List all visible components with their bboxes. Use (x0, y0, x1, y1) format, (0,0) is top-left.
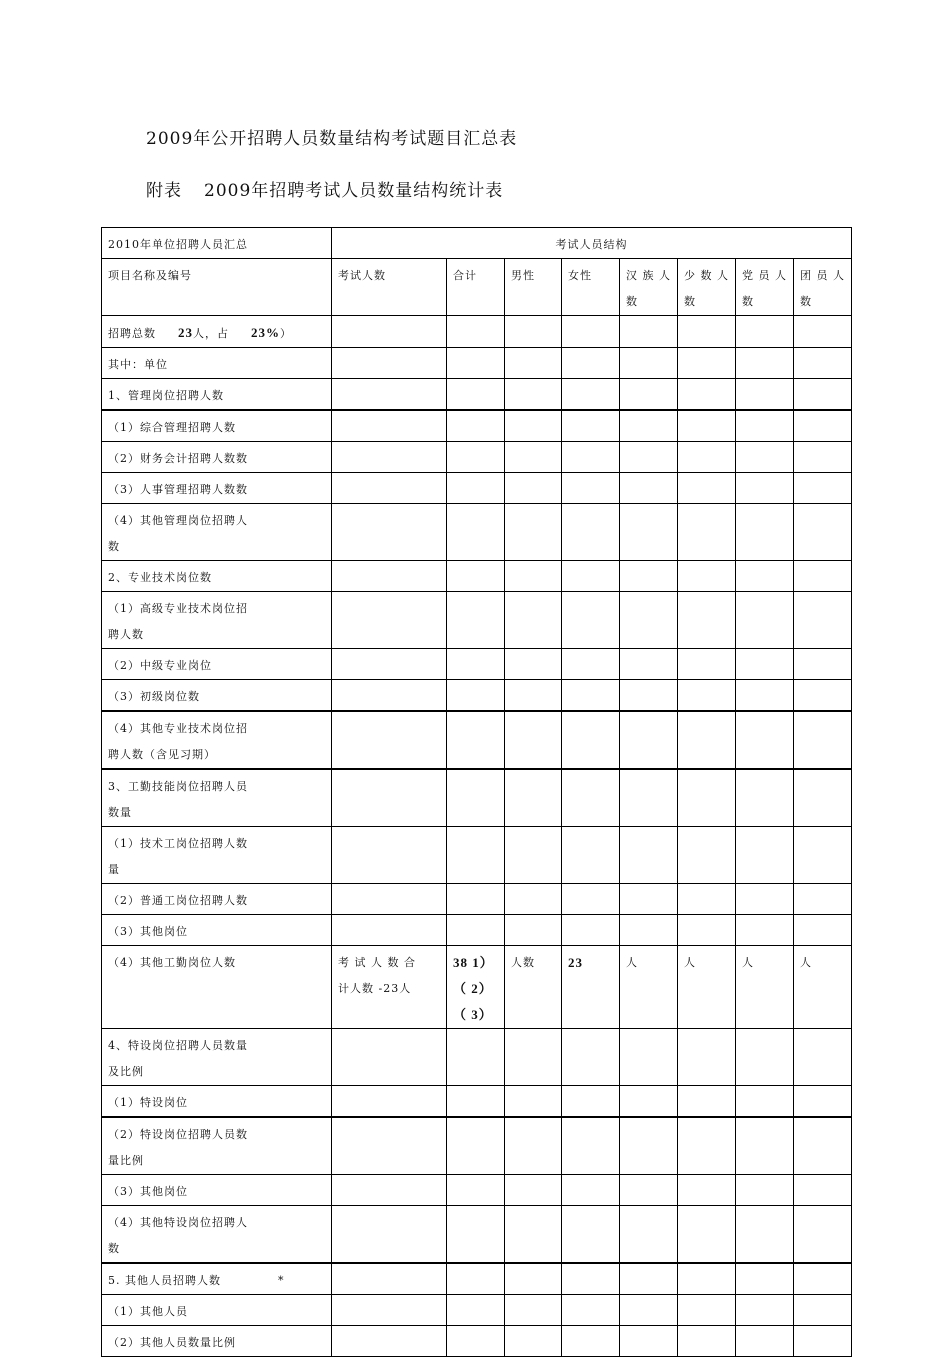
table-cell (562, 379, 620, 411)
table-cell (562, 504, 620, 561)
table-cell (447, 592, 505, 649)
table-cell (794, 649, 852, 680)
table-cell (794, 1175, 852, 1206)
table-cell (447, 769, 505, 827)
table-cell (505, 379, 562, 411)
table-row (102, 504, 852, 561)
table-cell (620, 1206, 678, 1264)
table-cell (332, 379, 447, 411)
column-header: 党 员 人数 (736, 259, 794, 316)
table-cell (794, 915, 852, 946)
table-cell (678, 1029, 736, 1086)
table-cell (736, 379, 794, 411)
table-cell (332, 827, 447, 884)
table-row (102, 1206, 852, 1264)
table-cell (794, 1117, 852, 1175)
table-cell (736, 1117, 794, 1175)
table-row (102, 769, 852, 827)
table-cell (505, 504, 562, 561)
table-cell (794, 1295, 852, 1326)
table-cell (678, 915, 736, 946)
table-cell (562, 1295, 620, 1326)
table-cell (620, 915, 678, 946)
table-row (102, 592, 852, 649)
table-cell (794, 1206, 852, 1264)
table-cell (332, 1086, 447, 1118)
table-cell (794, 504, 852, 561)
table-cell: 人数 (505, 946, 562, 1029)
table-cell (794, 592, 852, 649)
table-cell (447, 649, 505, 680)
table-cell (678, 827, 736, 884)
row-label: （3）其他岗位 (102, 915, 332, 946)
table-cell (505, 1086, 562, 1118)
table-cell (447, 1263, 505, 1295)
table-cell (678, 316, 736, 348)
table-cell (505, 316, 562, 348)
table-cell (678, 379, 736, 411)
table-cell (562, 1326, 620, 1357)
row-label: （4）其他管理岗位招聘人 数 (102, 504, 332, 561)
table-cell (736, 1086, 794, 1118)
row-label: 3、工勤技能岗位招聘人员 数量 (102, 769, 332, 827)
table-cell (332, 348, 447, 379)
table-cell (736, 442, 794, 473)
table-cell (332, 473, 447, 504)
table-row (102, 649, 852, 680)
table-cell (678, 1295, 736, 1326)
table-cell (736, 348, 794, 379)
table-cell (794, 680, 852, 712)
column-header: 合计 (447, 259, 505, 316)
table-cell (678, 1206, 736, 1264)
table-cell (678, 410, 736, 442)
table-cell (736, 1326, 794, 1357)
table-row (102, 348, 852, 379)
row-label: 2、专业技术岗位数 (102, 561, 332, 592)
table-cell (447, 915, 505, 946)
row-label: （3）初级岗位数 (102, 680, 332, 712)
row-label: （3）人事管理招聘人数数 (102, 473, 332, 504)
document-title: 2009年公开招聘人员数量结构考试题目汇总表 (146, 129, 518, 149)
table-cell (620, 316, 678, 348)
caption-prefix: 附表 (146, 181, 182, 201)
table-cell (736, 884, 794, 915)
table-cell (620, 680, 678, 712)
table-cell (447, 473, 505, 504)
header-unit-summary: 2010年单位招聘人员汇总 (102, 228, 332, 259)
table-cell: 人 (794, 946, 852, 1029)
row-label: （1）特设岗位 (102, 1086, 332, 1118)
table-cell (332, 1263, 447, 1295)
column-header: 女性 (562, 259, 620, 316)
table-cell (505, 1175, 562, 1206)
table-cell (736, 827, 794, 884)
column-header: 汉 族 人数 (620, 259, 678, 316)
table-cell (562, 1263, 620, 1295)
table-cell (332, 442, 447, 473)
table-cell (562, 1029, 620, 1086)
table-cell (505, 561, 562, 592)
table-cell: 38 1） （ 2） （ 3） (447, 946, 505, 1029)
table-caption (146, 176, 503, 201)
table-cell (620, 649, 678, 680)
table-cell (794, 348, 852, 379)
table-cell (678, 711, 736, 769)
row-label: （4）其他工勤岗位人数 (102, 946, 332, 1029)
table-cell (678, 473, 736, 504)
table-cell (505, 1029, 562, 1086)
table-cell (620, 592, 678, 649)
table-cell (332, 884, 447, 915)
table-cell (332, 649, 447, 680)
table-row (102, 410, 852, 442)
row-label: （2）中级专业岗位 (102, 649, 332, 680)
table-cell (620, 348, 678, 379)
table-cell (794, 1263, 852, 1295)
row-label: （1）高级专业技术岗位招 聘人数 (102, 592, 332, 649)
row-label: 1、管理岗位招聘人数 (102, 379, 332, 411)
table-row (102, 561, 852, 592)
table-row (102, 1029, 852, 1086)
table-cell (505, 1295, 562, 1326)
table-cell (332, 1117, 447, 1175)
table-cell (620, 884, 678, 915)
table-cell (678, 504, 736, 561)
table-cell (505, 473, 562, 504)
table-row (102, 884, 852, 915)
table-cell (794, 1029, 852, 1086)
table-cell (332, 711, 447, 769)
table-cell (678, 680, 736, 712)
row-label: （2）财务会计招聘人数数 (102, 442, 332, 473)
table-cell (562, 1175, 620, 1206)
table-cell (678, 649, 736, 680)
table-cell (620, 711, 678, 769)
table-cell (678, 561, 736, 592)
table-cell (505, 1117, 562, 1175)
table-cell (447, 316, 505, 348)
table-cell (447, 1295, 505, 1326)
table-cell (505, 348, 562, 379)
table-cell (736, 915, 794, 946)
table-cell (794, 442, 852, 473)
table-cell (794, 711, 852, 769)
table-cell (794, 884, 852, 915)
table-cell (447, 1029, 505, 1086)
table-cell (736, 649, 794, 680)
table-cell (794, 410, 852, 442)
table-cell (562, 316, 620, 348)
table-cell (505, 1206, 562, 1264)
row-label: 其中：单位 (102, 348, 332, 379)
table-cell (794, 827, 852, 884)
table-cell (562, 1206, 620, 1264)
table-cell (736, 1295, 794, 1326)
table-cell (505, 827, 562, 884)
table-cell (447, 711, 505, 769)
table-cell (562, 348, 620, 379)
table-cell (736, 410, 794, 442)
row-label: （1）技术工岗位招聘人数 量 (102, 827, 332, 884)
table-cell (620, 473, 678, 504)
table-cell (447, 1086, 505, 1118)
table-cell (505, 769, 562, 827)
table-cell (505, 442, 562, 473)
table-cell (620, 1029, 678, 1086)
table-cell (505, 592, 562, 649)
table-cell (736, 711, 794, 769)
table-cell (794, 316, 852, 348)
table-cell (332, 504, 447, 561)
table-cell (678, 769, 736, 827)
table-cell (620, 410, 678, 442)
table-row (102, 946, 852, 1029)
table-cell (332, 769, 447, 827)
table-cell (447, 680, 505, 712)
header-exam-structure: 考试人员结构 (332, 228, 852, 259)
table-cell (505, 1263, 562, 1295)
row-label: 5. 其他人员招聘人数 * (102, 1263, 332, 1295)
table-cell (332, 592, 447, 649)
row-label: （4）其他专业技术岗位招 聘人数（含见习期） (102, 711, 332, 769)
table-cell (794, 379, 852, 411)
column-header: 男性 (505, 259, 562, 316)
table-cell (736, 504, 794, 561)
table-cell (447, 410, 505, 442)
table-cell (620, 379, 678, 411)
table-cell: 人 (736, 946, 794, 1029)
table-cell (620, 1117, 678, 1175)
table-cell (505, 711, 562, 769)
table-cell (620, 442, 678, 473)
table-cell (620, 504, 678, 561)
table-row (102, 1175, 852, 1206)
table-cell (736, 1263, 794, 1295)
table-row (102, 379, 852, 411)
table-cell (447, 1117, 505, 1175)
column-header: 少 数 人数 (678, 259, 736, 316)
table-cell: 人 (678, 946, 736, 1029)
table-cell (620, 1263, 678, 1295)
table-cell: 23 (562, 946, 620, 1029)
table-cell (794, 473, 852, 504)
table-cell (332, 1206, 447, 1264)
table-cell (447, 442, 505, 473)
table-cell (678, 442, 736, 473)
table-cell (794, 561, 852, 592)
table-cell (562, 680, 620, 712)
table-cell (620, 827, 678, 884)
table-cell (505, 915, 562, 946)
table-cell (447, 348, 505, 379)
table-cell (447, 884, 505, 915)
table-cell (794, 769, 852, 827)
table-cell (505, 680, 562, 712)
table-row (102, 1086, 852, 1118)
table-cell (620, 1295, 678, 1326)
table-cell (332, 1326, 447, 1357)
table-cell (447, 827, 505, 884)
table-cell (678, 1175, 736, 1206)
caption-text: 2009年招聘考试人员数量结构统计表 (204, 181, 504, 201)
table-cell (332, 561, 447, 592)
table-row (102, 915, 852, 946)
table-cell (736, 1206, 794, 1264)
row-label: （1）其他人员 (102, 1295, 332, 1326)
table-cell (562, 884, 620, 915)
table-cell (620, 1086, 678, 1118)
row-label: （4）其他特设岗位招聘人 数 (102, 1206, 332, 1264)
table-cell (447, 379, 505, 411)
table-cell (736, 316, 794, 348)
table-cell (678, 1263, 736, 1295)
column-header: 考试人数 (332, 259, 447, 316)
table-cell (562, 1086, 620, 1118)
table-cell (562, 915, 620, 946)
table-cell (794, 1086, 852, 1118)
table-cell (736, 473, 794, 504)
table-cell (505, 649, 562, 680)
table-cell: 人 (620, 946, 678, 1029)
table-cell (562, 827, 620, 884)
table-row (102, 442, 852, 473)
table-cell (678, 1086, 736, 1118)
statistics-table (101, 227, 852, 1357)
table-cell (562, 473, 620, 504)
table-cell (678, 884, 736, 915)
table-cell (736, 769, 794, 827)
table-cell (678, 1117, 736, 1175)
table-cell (736, 1029, 794, 1086)
table-cell (447, 1206, 505, 1264)
table-row (102, 680, 852, 712)
table-cell (332, 1295, 447, 1326)
row-label: （1）综合管理招聘人数 (102, 410, 332, 442)
row-label: （2）特设岗位招聘人员数 量比例 (102, 1117, 332, 1175)
table-cell (505, 884, 562, 915)
table-cell (620, 1326, 678, 1357)
table-cell (332, 915, 447, 946)
table-cell (447, 504, 505, 561)
table-cell (562, 592, 620, 649)
row-label: （2）其他人员数量比例 (102, 1326, 332, 1357)
table-cell (447, 1326, 505, 1357)
table-cell (562, 1117, 620, 1175)
table-cell (562, 769, 620, 827)
table-row (102, 1263, 852, 1295)
column-header: 团 员 人数 (794, 259, 852, 316)
table-cell (620, 561, 678, 592)
table-cell (505, 410, 562, 442)
table-cell (562, 711, 620, 769)
table-cell (447, 561, 505, 592)
table-cell: 考 试 人 数 合 计人数 -23人 (332, 946, 447, 1029)
table-row (102, 1326, 852, 1357)
table-cell (736, 680, 794, 712)
table-row (102, 1295, 852, 1326)
table-row (102, 473, 852, 504)
table-cell (620, 769, 678, 827)
table-cell (736, 561, 794, 592)
table-cell (332, 1175, 447, 1206)
table-cell (736, 592, 794, 649)
column-header: 项目名称及编号 (102, 259, 332, 316)
row-label-total: 招聘总数 23人，占 23%） (102, 316, 332, 348)
table-cell (794, 1326, 852, 1357)
table-cell (620, 1175, 678, 1206)
table-cell (332, 1029, 447, 1086)
table-cell (332, 410, 447, 442)
table-row (102, 711, 852, 769)
row-label: （2）普通工岗位招聘人数 (102, 884, 332, 915)
table-cell (562, 649, 620, 680)
row-label: （3）其他岗位 (102, 1175, 332, 1206)
table-row (102, 1117, 852, 1175)
table-cell (678, 348, 736, 379)
table-cell (562, 410, 620, 442)
row-label: 4、特设岗位招聘人员数量 及比例 (102, 1029, 332, 1086)
table-cell (678, 592, 736, 649)
table-cell (736, 1175, 794, 1206)
table-row (102, 827, 852, 884)
table-cell (447, 1175, 505, 1206)
table-cell (562, 442, 620, 473)
table-cell (332, 316, 447, 348)
table-cell (678, 1326, 736, 1357)
table-cell (332, 680, 447, 712)
table-cell (505, 1326, 562, 1357)
table-cell (562, 561, 620, 592)
